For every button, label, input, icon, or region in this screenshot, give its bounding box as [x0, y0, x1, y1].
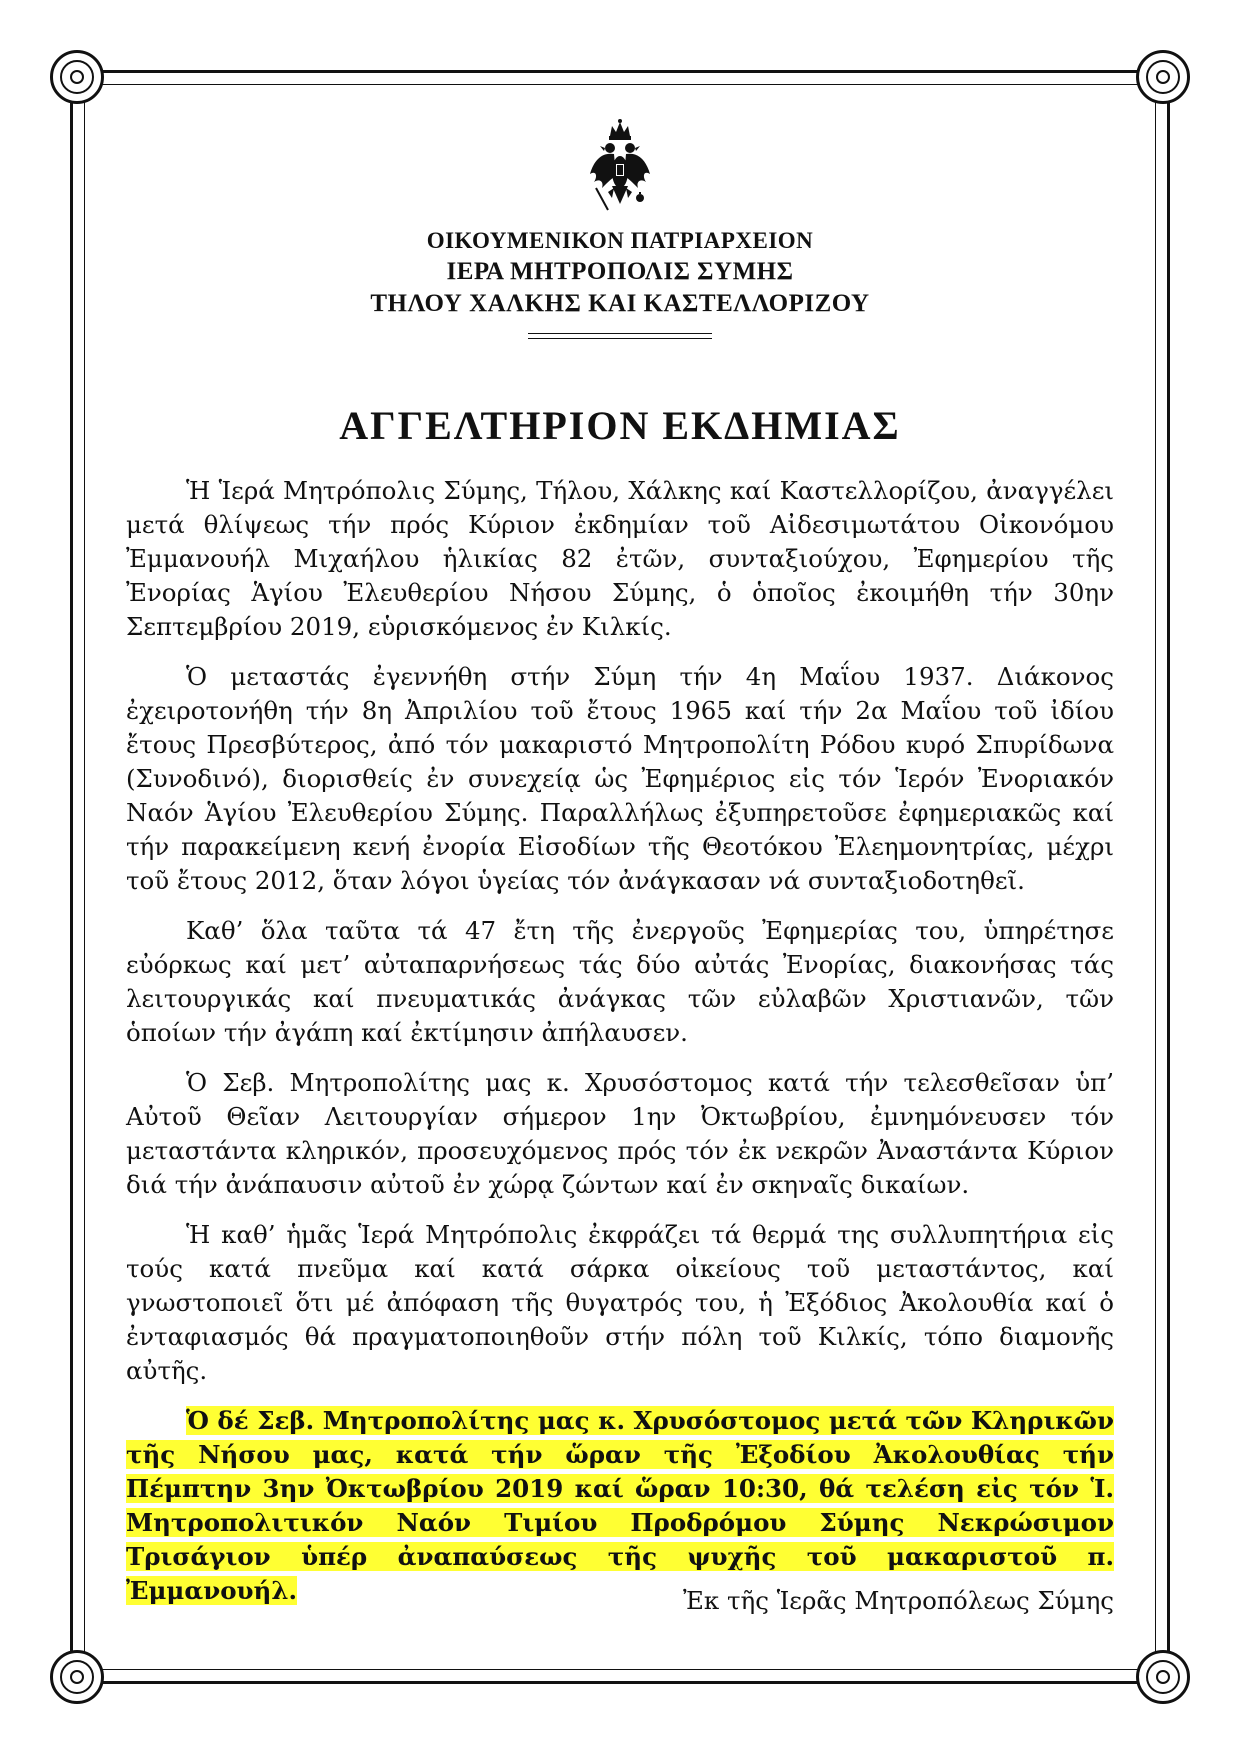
- header-patriarchate: ΟΙΚΟΥΜΕΝΙΚΟΝ ΠΑΤΡΙΑΡΧΕΙΟΝ: [426, 228, 814, 253]
- header-divider: [528, 333, 712, 339]
- header-metropolis: ΙΕΡΑ ΜΗΤΡΟΠΟΛΙΣ ΣΥΜΗΣ: [446, 258, 794, 285]
- paragraph: Ἡ καθ’ ἡμᾶς Ἱερά Μητρόπολις ἐκφράζει τά θερμά της συλλυπητήρια εἰς τούς κατά πνεῦμα καί κατά σάρκα οἰκείους τοῦ μεταστάντος, καί γνωστοποιεῖ ὅτι μέ ἀπόφαση τῆς θυγατρός του, ἡ Ἐξόδιος Ἀκολουθία καί ὁ ἐνταφιασμός θά πραγματοποιηθοῦν στήν πόλη τοῦ Κιλκίς, τόπο διαμονῆς αὐτῆς.: [126, 1220, 1114, 1385]
- corner-ornament-icon: [50, 1650, 104, 1704]
- document-body: [126, 474, 1114, 1624]
- corner-ornament-icon: [1136, 1650, 1190, 1704]
- double-headed-eagle-icon: [588, 118, 652, 216]
- paragraph: Ἡ Ἱερά Μητρόπολις Σύμης, Τήλου, Χάλκης καί Καστελλορίζου, ἀναγγέλει μετά θλίψεως τήν πρός Κύριον ἐκδημίαν τοῦ Αἰδεσιμωτάτου Οἰκονόμου Ἐμμανουήλ Μιχαήλου ἡλικίας 82 ἐτῶν, συνταξιούχου, Ἐφημερίου τῆς Ἐνορίας Ἁγίου Ἐλευθερίου Νήσου Σύμης, ὁ ὁποῖος ἐκοιμήθη τήν 30ην Σεπτεμβρίου 2019, εὑρισκόμενος ἐν Κιλκίς.: [126, 476, 1114, 641]
- document-title: ΑΓΓΕΛΤΗΡΙΟΝ ΕΚΔΗΜΙΑΣ: [339, 403, 901, 448]
- paragraph: Καθ’ ὅλα ταῦτα τά 47 ἔτη τῆς ἐνεργοῦς Ἐφημερίας του, ὑπηρέτησε εὐόρκως καί μετ’ αὐταπαρνήσεως τάς δύο αὐτάς Ἐνορίας, διακονήσας τάς λειτουργικάς καί πνευματικάς ἀνάγκας τῶν εὐλαβῶν Χριστιανῶν, τῶν ὁποίων τήν ἀγάπη καί ἐκτίμησιν ἀπήλαυσεν.: [126, 916, 1114, 1047]
- signature: Ἐκ τῆς Ἱερᾶς Μητροπόλεως Σύμης: [682, 1586, 1114, 1615]
- paragraph: Ὁ μεταστάς ἐγεννήθη στήν Σύμη τήν 4η Μαΐου 1937. Διάκονος ἐχειροτονήθη τήν 8η Ἀπριλίου τοῦ ἔτους 1965 καί τήν 2α Μαΐου τοῦ ἰδίου ἔτους Πρεσβύτερος, ἀπό τόν μακαριστό Μητροπολίτη Ρόδου κυρό Σπυρίδωνα (Συνοδινό), διορισθείς ἐν συνεχείᾳ ὡς Ἐφημέριος εἰς τόν Ἱερόν Ἐνοριακόν Ναόν Ἁγίου Ἐλευθερίου Σύμης. Παραλλήλως ἐξυπηρετοῦσε ἐφημεριακῶς καί τήν παρακείμενη κενή ἐνορία Εἰσοδίων τῆς Θεοτόκου Ἐλεημονητρίας, μέχρι τοῦ ἔτους 2012, ὅταν λόγοι ὑγείας τόν ἀνάγκασαν νά συνταξιοδοτηθεῖ.: [126, 662, 1114, 895]
- corner-ornament-icon: [50, 50, 104, 104]
- highlighted-paragraph: [126, 1404, 1114, 1608]
- corner-ornament-icon: [1136, 50, 1190, 104]
- paragraph: Ὁ Σεβ. Μητροπολίτης μας κ. Χρυσόστομος κατά τήν τελεσθεῖσαν ὑπ’ Αὐτοῦ Θεῖαν Λειτουργίαν σήμερον 1ην Ὀκτωβρίου, ἐμνημόνευσεν τόν μεταστάντα κληρικόν, προσευχόμενος πρός τόν ἐκ νεκρῶν Ἀναστάντα Κύριον διά τήν ἀνάπαυσιν αὐτοῦ ἐν χώρᾳ ζώντων καί ἐν σκηναῖς δικαίων.: [126, 1068, 1114, 1199]
- header-islands: ΤΗΛΟΥ ΧΑΛΚΗΣ ΚΑΙ ΚΑΣΤΕΛΛΟΡΙΖΟΥ: [370, 290, 870, 317]
- highlighted-text: Ὁ δέ Σεβ. Μητροπολίτης μας κ. Χρυσόστομος μετά τῶν Κληρικῶν τῆς Νήσου μας, κατά τήν ὥραν τῆς Ἐξοδίου Ἀκολουθίας τήν Πέμπτην 3ην Ὀκτωβρίου 2019 καί ὥραν 10:30, θά τελέση εἰς τόν Ἱ. Μητροπολιτικόν Ναόν Τιμίου Προδρόμου Σύμης Νεκρώσιμον Τρισάγιον ὑπέρ ἀναπαύσεως τῆς ψυχῆς τοῦ μακαριστοῦ π. Ἐμμανουήλ.: [126, 1406, 1114, 1605]
